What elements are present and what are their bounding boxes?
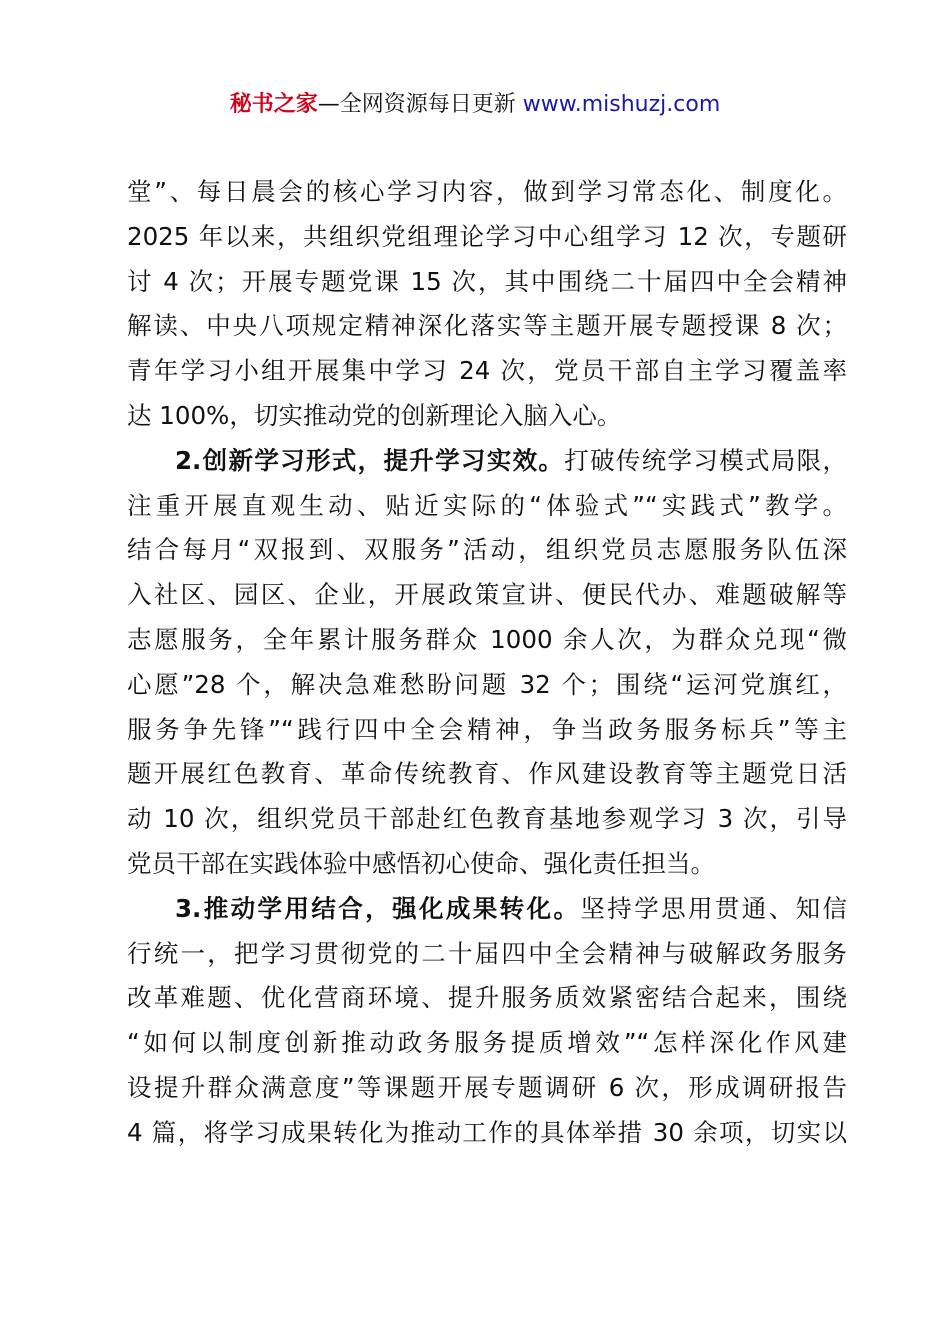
text-line: 注重开展直观生动、贴近实际的“体验式”“实践式”教学。 <box>127 490 847 520</box>
text-line: 4 篇，将学习成果转化为推动工作的具体举措 30 余项，切实以 <box>127 1117 847 1147</box>
paragraph-first-line <box>127 887 847 932</box>
text-run: 坚持学思用贯通、知信 <box>580 893 848 923</box>
text-line: 行统一，把学习贯彻党的二十届四中全会精神与破解政务服务 <box>127 938 847 968</box>
text-line: 达 100%，切实推动党的创新理论入脑入心。 <box>127 400 622 430</box>
text-line: 讨 4 次；开展专题党课 15 次，其中围绕二十届四中全会精神 <box>127 266 847 296</box>
text-line: 党员干部在实践体验中感悟初心使命、强化责任担当。 <box>127 848 715 878</box>
text-line: “如何以制度创新推动政务服务提质增效”“怎样深化作风建 <box>127 1028 847 1058</box>
paragraph-learning-format <box>127 439 847 887</box>
text-line: 结合每月“双报到、双服务”活动，组织党员志愿服务队伍深 <box>127 535 847 565</box>
header-slogan: —全网资源每日更新 <box>317 92 523 117</box>
text-line: 2025 年以来，共组织党组理论学习中心组学习 12 次，专题研 <box>127 221 847 251</box>
paragraph-study-stats <box>127 170 847 439</box>
text-line: 入社区、园区、企业，开展政策宣讲、便民代办、难题破解等 <box>127 580 847 610</box>
site-header <box>0 88 950 122</box>
text-line: 服务争先锋”“践行四中全会精神，争当政务服务标兵”等主 <box>127 714 847 744</box>
paragraph-first-line <box>127 439 847 484</box>
text-line: 堂”、每日晨会的核心学习内容，做到学习常态化、制度化。 <box>127 177 847 206</box>
brand-name: 秘书之家 <box>229 92 318 117</box>
text-line: 题开展红色教育、革命传统教育、作风建设教育等主题党日活 <box>127 759 847 789</box>
text-line: 解读、中央八项规定精神深化落实等主题开展专题授课 8 次； <box>127 311 847 341</box>
text-line: 心愿”28 个，解决急难愁盼问题 32 个；围绕“运河党旗红， <box>127 669 847 699</box>
document-body <box>127 170 847 1156</box>
paragraph-study-application <box>127 887 847 1156</box>
site-url[interactable]: www.mishuzj.com <box>522 92 721 117</box>
text-line: 改革难题、优化营商环境、提升服务质效紧密结合起来，围绕 <box>127 983 847 1013</box>
section-heading: 2.创新学习形式，提升学习实效。 <box>175 445 565 475</box>
text-line: 志愿服务，全年累计服务群众 1000 余人次，为群众兑现“微 <box>127 624 847 654</box>
text-run: 打破传统学习模式局限， <box>564 445 848 475</box>
section-heading: 3.推动学用结合，强化成果转化。 <box>175 893 581 923</box>
text-line: 动 10 次，组织党员干部赴红色教育基地参观学习 3 次，引导 <box>127 804 847 834</box>
text-line: 青年学习小组开展集中学习 24 次，党员干部自主学习覆盖率 <box>127 356 847 386</box>
text-line: 设提升群众满意度”等课题开展专题调研 6 次，形成调研报告 <box>127 1072 847 1102</box>
